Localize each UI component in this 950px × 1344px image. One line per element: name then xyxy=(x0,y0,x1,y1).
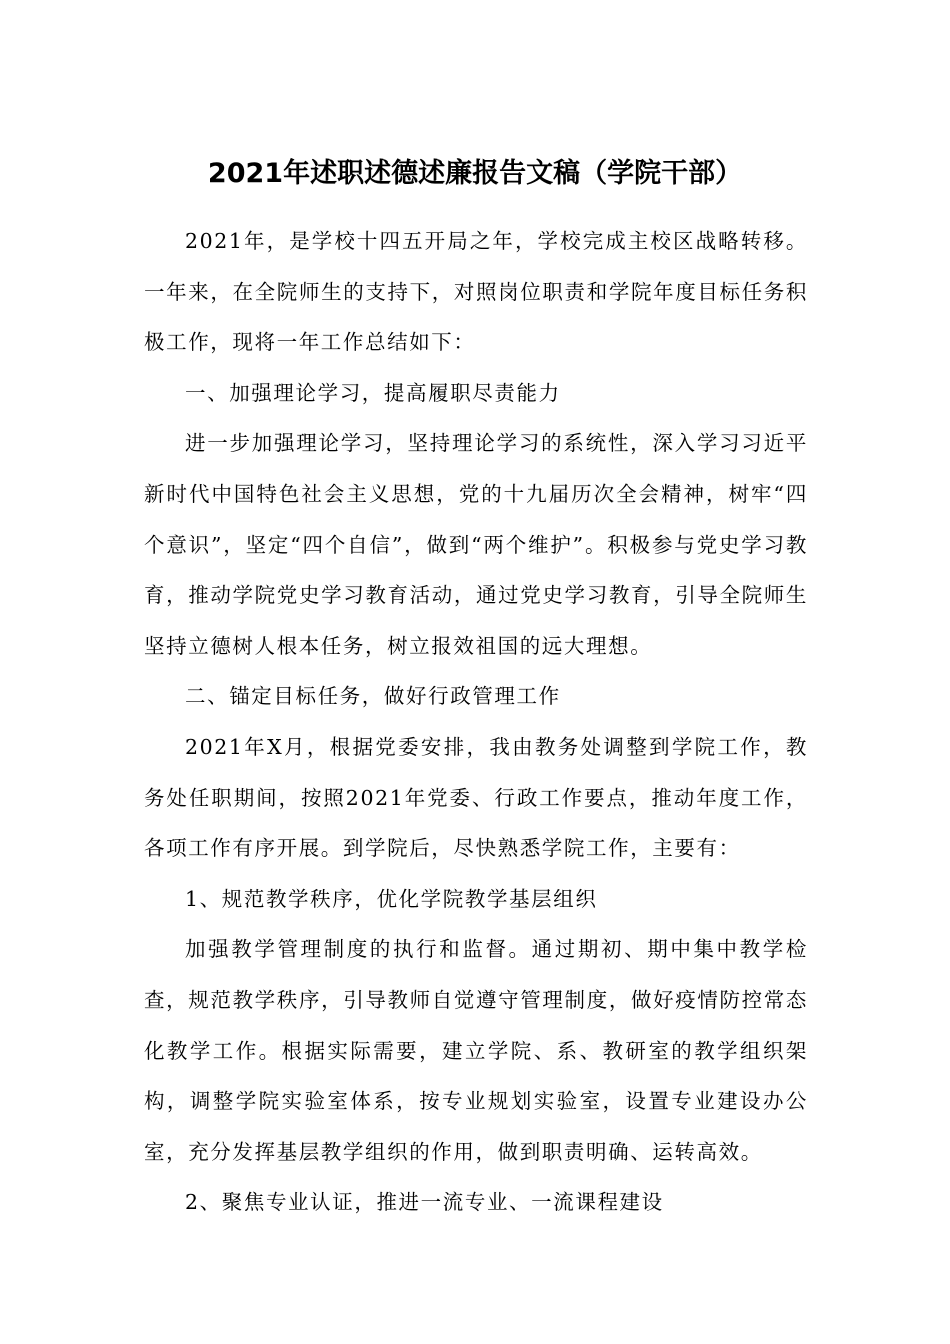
paragraph-theory-study: 进一步加强理论学习，坚持理论学习的系统性，深入学习习近平新时代中国特色社会主义思想，党的十九届历次全会精神，树牢“四个意识”，坚定“四个自信”，做到“两个维护”。积极参与党史学习教育，推动学院党史学习教育活动，通过党史学习教育，引导全院师生坚持立德树人根本任务，树立报效祖国的远大理想。 xyxy=(144,431,808,658)
section-heading-2: 二、锚定目标任务，做好行政管理工作 xyxy=(185,684,561,709)
subsection-heading-2: 2、聚焦专业认证，推进一流专业、一流课程建设 xyxy=(185,1190,664,1215)
document-title: 2021年述职述德述廉报告文稿（学院干部） xyxy=(207,158,743,189)
paragraph-teaching-order: 加强教学管理制度的执行和监督。通过期初、期中集中教学检查，规范教学秩序，引导教师自觉遵守管理制度，做好疫情防控常态化教学工作。根据实际需要，建立学院、系、教研室的教学组织架构，调整学院实验室体系，按专业规划实验室，设置专业建设办公室，充分发挥基层教学组织的作用，做到职责明确、运转高效。 xyxy=(144,937,808,1164)
paragraph-intro: 2021年，是学校十四五开局之年，学校完成主校区战略转移。一年来，在全院师生的支持下，对照岗位职责和学院年度目标任务积极工作，现将一年工作总结如下： xyxy=(144,229,808,355)
paragraph-admin-work: 2021年X月，根据党委安排，我由教务处调整到学院工作，教务处任职期间，按照2021年党委、行政工作要点，推动年度工作，各项工作有序开展。到学院后，尽快熟悉学院工作，主要有： xyxy=(144,734,808,861)
subsection-heading-1: 1、规范教学秩序，优化学院教学基层组织 xyxy=(185,886,598,911)
section-heading-1: 一、加强理论学习，提高履职尽责能力 xyxy=(185,380,561,405)
document-body xyxy=(144,216,808,1228)
